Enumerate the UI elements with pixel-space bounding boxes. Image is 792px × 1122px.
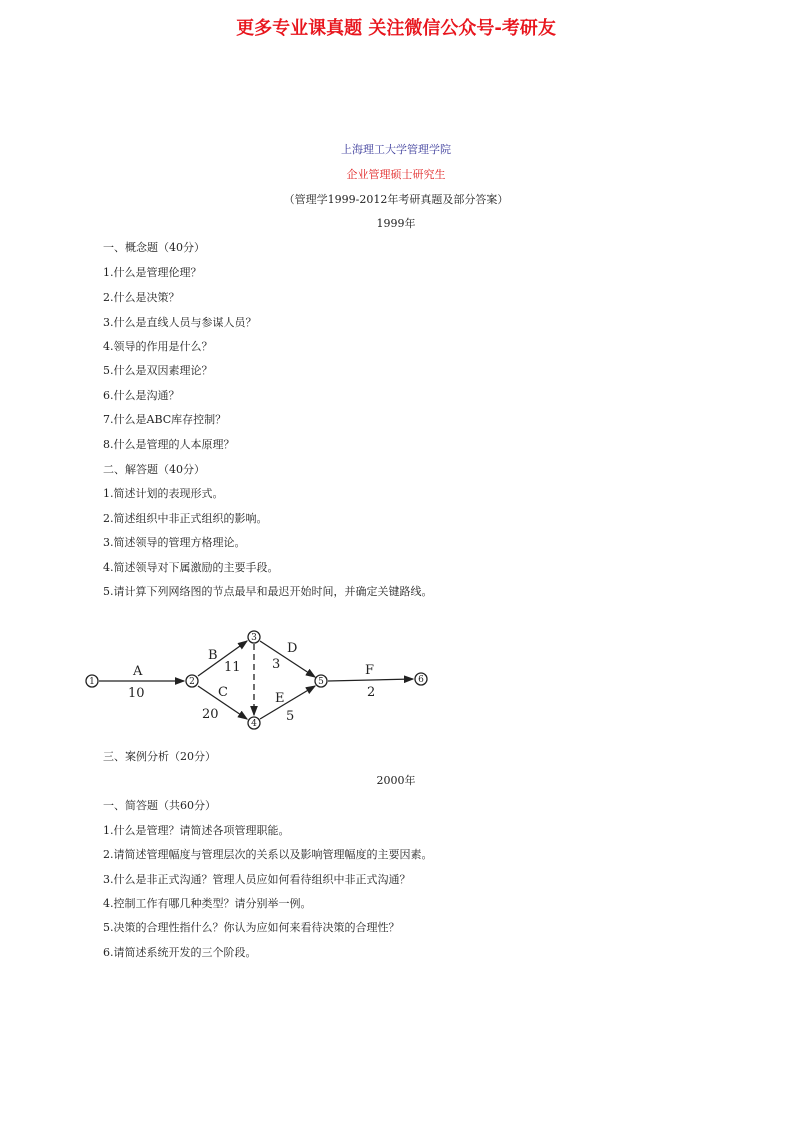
activity-duration: 20 (202, 707, 219, 722)
activity-duration: 3 (272, 657, 281, 672)
question: 7.什么是ABC库存控制？ (103, 413, 227, 426)
subtitle: （管理学1999-2012年考研真题及部分答案） (283, 193, 509, 206)
activity-name: B (208, 648, 218, 663)
question: 2.简述组织中非正式组织的影响。 (103, 512, 268, 525)
question: 4.控制工作有哪几种类型？请分别举一例。 (103, 897, 312, 910)
year-2000-heading: 2000年 (376, 774, 416, 787)
activity-duration: 5 (286, 709, 295, 724)
activity-name: C (218, 685, 228, 700)
program-title: 企业管理硕士研究生 (346, 168, 446, 181)
question: 4.领导的作用是什么？ (103, 340, 213, 353)
question: 3.什么是非正式沟通？管理人员应如何看待组织中非正式沟通？ (103, 873, 411, 886)
section-heading: 一、概念题（40分） (103, 241, 205, 254)
section-heading: 三、案例分析（20分） (103, 750, 216, 763)
node-label: 6 (418, 675, 424, 685)
node-label: 2 (189, 677, 195, 687)
node-label: 1 (89, 677, 95, 687)
question: 1.什么是管理？请简述各项管理职能。 (103, 824, 290, 837)
question: 2.什么是决策？ (103, 291, 180, 304)
question: 6.什么是沟通？ (103, 389, 180, 402)
question: 8.什么是管理的人本原理？ (103, 438, 235, 451)
arrow-f (328, 679, 413, 681)
node-label: 4 (251, 719, 257, 729)
question: 3.什么是直线人员与参谋人员？ (103, 316, 257, 329)
promo-banner: 更多专业课真题 关注微信公众号-考研友 (236, 18, 556, 39)
section-heading: 一、简答题（共60分） (103, 799, 216, 812)
question: 5.什么是双因素理论？ (103, 364, 213, 377)
activity-duration: 11 (224, 660, 241, 675)
question: 4.简述领导对下属激励的主要手段。 (103, 561, 279, 574)
activity-name: D (287, 641, 298, 656)
node-label: 3 (251, 633, 257, 643)
activity-name: E (275, 691, 285, 706)
question: 1.什么是管理伦理？ (103, 266, 202, 279)
school-title: 上海理工大学管理学院 (341, 143, 451, 156)
activity-duration: 2 (367, 685, 376, 700)
node-label: 5 (318, 677, 324, 687)
question: 1.简述计划的表现形式。 (103, 487, 224, 500)
question: 2.请简述管理幅度与管理层次的关系以及影响管理幅度的主要因素。 (103, 848, 433, 861)
question: 3.简述领导的管理方格理论。 (103, 536, 246, 549)
section-heading: 二、解答题（40分） (103, 463, 205, 476)
activity-duration: 10 (128, 686, 145, 701)
question: 6.请简述系统开发的三个阶段。 (103, 946, 257, 959)
question: 5.请计算下列网络图的节点最早和最迟开始时间，并确定关键路线。 (103, 585, 433, 598)
question: 5.决策的合理性指什么？你认为应如何来看待决策的合理性？ (103, 921, 400, 934)
activity-name: F (365, 663, 375, 678)
activity-name: A (133, 664, 143, 679)
year-1999-heading: 1999年 (376, 217, 416, 230)
